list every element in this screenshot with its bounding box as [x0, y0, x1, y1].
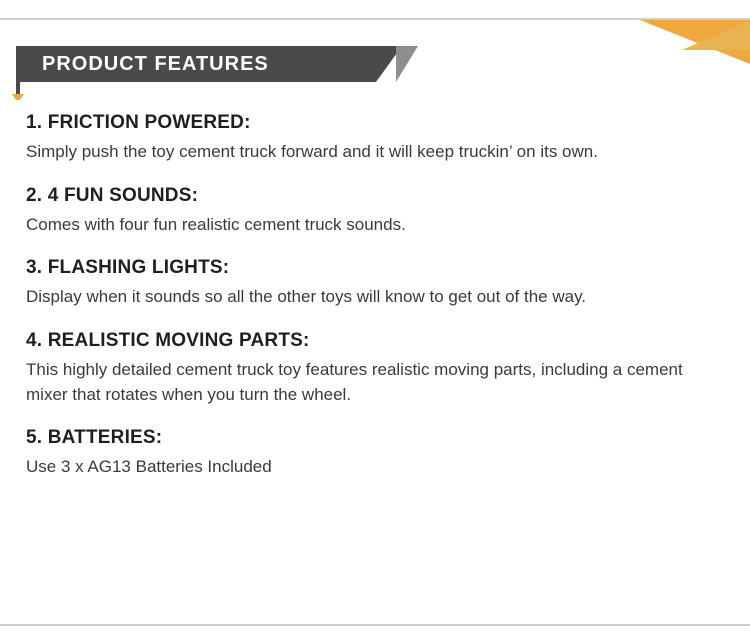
- page-title: PRODUCT FEATURES: [42, 52, 269, 75]
- header-bar: [16, 46, 376, 82]
- feature-title: 3. FLASHING LIGHTS:: [26, 257, 230, 279]
- feature-title: 4. REALISTIC MOVING PARTS:: [26, 329, 310, 351]
- features-list: [0, 112, 750, 500]
- orange-triangle-decoration-secondary: [682, 20, 750, 50]
- feature-item: [26, 112, 724, 165]
- bottom-divider: [0, 624, 750, 626]
- feature-body: Display when it sounds so all the other toys will know to get out of the way.: [26, 287, 587, 307]
- top-divider: [0, 18, 750, 20]
- feature-item: [26, 185, 724, 238]
- header-bar-slant-light: [396, 46, 418, 82]
- feature-item: [26, 257, 724, 310]
- feature-body: This highly detailed cement truck toy features realistic moving parts, including a cement mixer that rotates when you turn the wheel.: [26, 359, 683, 404]
- feature-title: 1. FRICTION POWERED:: [26, 112, 251, 133]
- feature-body: Comes with four fun realistic cement truck sounds.: [26, 214, 406, 234]
- feature-body: Simply push the toy cement truck forward and it will keep truckin’ on its own.: [26, 142, 598, 161]
- page-banner: [0, 0, 750, 100]
- feature-title: 5. BATTERIES:: [26, 427, 163, 449]
- feature-item: [26, 330, 724, 407]
- down-arrow-icon: [12, 94, 24, 100]
- feature-title: 2. 4 FUN SOUNDS:: [26, 184, 199, 206]
- feature-body: Use 3 x AG13 Batteries Included: [26, 457, 272, 477]
- feature-item: [26, 427, 724, 480]
